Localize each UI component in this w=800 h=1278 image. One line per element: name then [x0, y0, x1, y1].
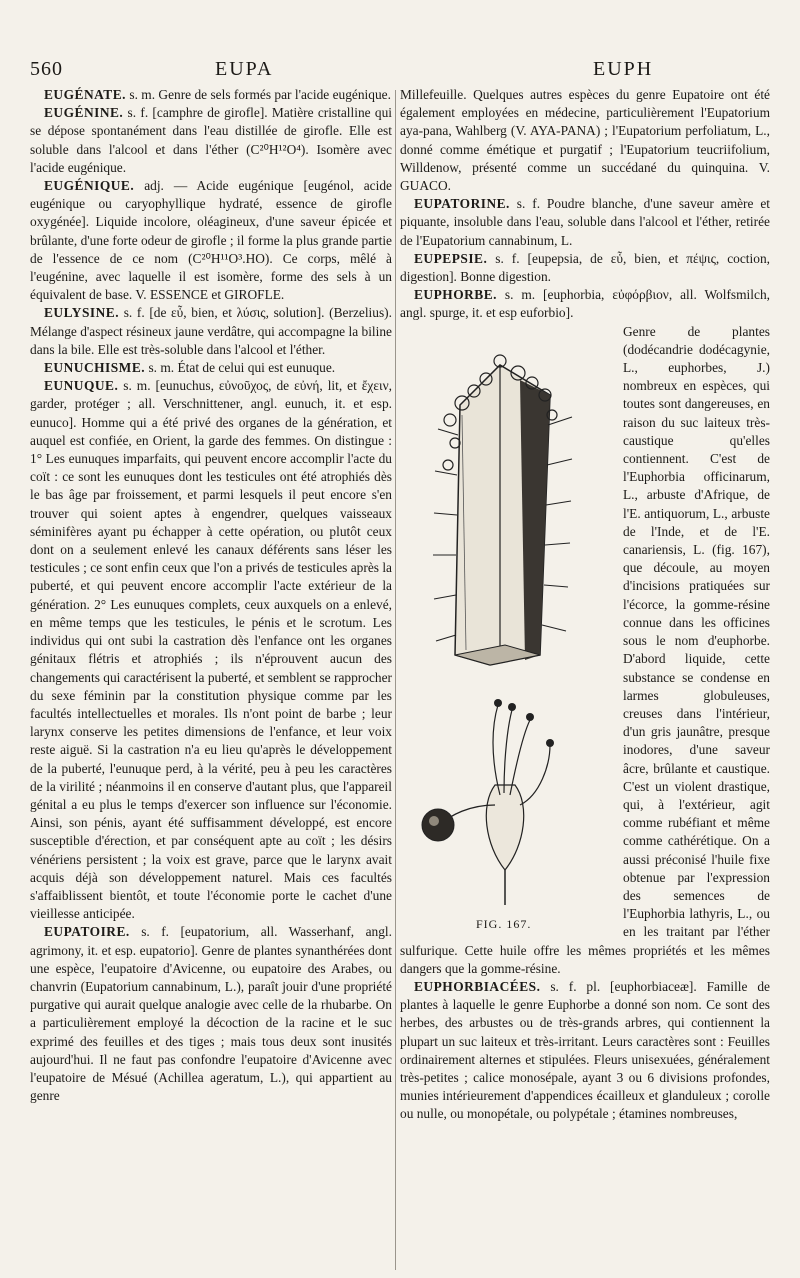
entry-text: s. m. [eunuchus, εὐνοῦχος, de εὐνή, lit, et ἔχειν, garder, protéger ; all. Verschnittener, angl. eunuch, it. et esp. eunuco]. Homme qui a été privé des organes de la génération, et auquel est confiée, en Orient, la garde des femmes. On distingue : 1° Les eunuques imparfaits, qui peuvent encore accomplir l'acte du coït : ce sont les eunuques dont les testicules ont été atrophiés dès le bas âge par froissement, et parmi lesquels il peut encore s'en trouver qui soient aptes à engendrer, quelques vaisseaux séminifères ayant pu échapper à cette opération, ou plutôt ceux dont on a seulement enlevé les canaux déférents sans léser les testicules ; ce sont enfin ceux que l'on a privés de testicules après la puberté, et qui peuvent encore accomplir l'acte extérieur de la génération. 2° Les eunuques complets, ceux auxquels on a enlevé, en même temps que les testicules, le pénis et le scrotum. Les individus qui ont subi la castration dès l'enfance ont les organes génitaux flétris et atrophiés ; ils n'éprouvent aucun des changements qui caractérisent la puberté, et semblent se rapprocher du sexe féminin par la constitution physique comme par les facultés intellectuelles et morales. Ils n'ont point de barbe ; leur larynx conserve les petites dimensions de l'enfance, et leur voix reste aiguë. Si la castration n'a eu lieu qu'après le développement de la puberté, l'eunuque perd, à la vérité, peu à peu les caractères de la virilité ; néanmoins il en conserve d'autant plus, que l'appareil génital a eu plus le temps d'exercer son influence sur l'économie. Ainsi, son pénis, ayant été suffisamment développé, est encore susceptible d'érection, et par conséquent apte au coït ; les désirs vénériens persistent ; la voix est grave, parce que le larynx avait acquis déjà son développement naturel. Mais ces facultés s'affaiblissent bientôt, et toute l'économie porte le cachet d'une vieillesse anticipée.	[30, 378, 392, 922]
entry-text: s. f. pl. [euphorbiaceæ]. Famille de plantes à laquelle le genre Euphorbe a donné son nom. Ce sont des herbes, des arbustes ou de très-grands arbres, qui contiennent la plupart un suc laiteux et très-irritant. Leurs caractères sont : Feuilles ordinairement alternes et stipulées. Fleurs unisexuées, généralement très-petites ; calice monosépale, ayant 3 ou 6 divisions profondes, munies intérieurement d'appendices écailleux et glanduleux ; corolle ou nulle, ou monopétale, ou polypétale ; étamines nombreuses,	[400, 978, 770, 1122]
entry-text: s. f. [eupatorium, all. Wasserhanf, angl. agrimony, it. et esp. eupatorio]. Genre de plantes synanthérées dont une espèce, l'eupatoire d'Avicenne, ou eupatoire des Arabes, ou chanvrin (Eupatorium cannabinum, L.), paraît jouir d'une propriété purgative qui aurait quelque analogie avec celle de la rhubarbe. On a particulièrement employé la décoction de la racine et le suc exprimé des feuilles et des tiges ; mais tous deux sont inusités aujourd'hui. Il ne faut pas confondre l'eupatoire d'Avicenne avec l'eupatoire de Mésué (Achillea ageratum, L.), qui appartient au genre	[30, 924, 392, 1104]
entry-eugenate	[30, 86, 392, 104]
headword: EUPHORBE.	[414, 287, 497, 303]
entry-eunuque	[30, 377, 392, 923]
entry-text: s. f. [camphre de girofle]. Matière cristalline qui se dépose spontanément dans l'eau distillée de girofle. Elle est soluble dans l'alcool et dans l'éther (C²⁰H¹²O⁴). Isomère avec l'acide eugénique.	[30, 105, 392, 175]
page-number: 560	[30, 58, 63, 80]
right-column	[400, 86, 770, 1271]
entry-text: s. f. [eupepsia, de εὖ, bien, et πέψις, coction, digestion]. Bonne digestion.	[400, 250, 770, 285]
entry-eunuchisme	[30, 359, 392, 377]
left-column	[30, 86, 392, 1271]
headword: EUNUCHISME.	[44, 360, 146, 376]
entry-euphorbiacees	[400, 978, 770, 1124]
running-header	[30, 56, 790, 86]
headword: EUNUQUE.	[44, 378, 119, 394]
headword: EUGÉNATE.	[44, 87, 127, 102]
column-divider	[395, 90, 396, 1270]
euphorbia-illustration	[400, 325, 615, 915]
entry-text: s. m. Genre de sels formés par l'acide eugénique.	[129, 87, 391, 102]
running-head-right: EUPH	[593, 58, 654, 80]
headword: EUPHORBIACÉES.	[414, 978, 541, 994]
euphorbia-stem-drawing	[433, 355, 572, 665]
euphorbe-body: Genre de plantes (dodécandrie dodécagynie, L., euphorbes, J.) nombreux en espèces, qui toutes sont dangereuses, en raison du suc laiteux très-caustique qu'elles contiennent. C'est de l'Euphorbia officinarum, L., arbuste d'Afrique, de l'E. antiquorum, L., arbuste de l'Inde, et de l'E. canariensis, L. (fig. 167), que découle, au moyen d'incisions pratiquées sur l'écorce, la gomme-résine connue dans les officines sous le nom d'euphorbe. D'abord liquide, cette substance se condense en larmes globuleuses, creuses dans l'intérieur, d'un gris jaunâtre, presque inodores, d'une saveur âcre, brûlante et caustique. C'est un violent drastique, qui, à l'extérieur, agit comme rubéfiant et même comme cathérétique. On a aussi préconisé l'huile fixe obtenue par l'expression des semences de l'Euphorbia lathyris, L., ou en les traitant par l'éther sulfurique. Cette huile offre les mêmes propriétés et les mêmes dangers que la gomme-résine.	[400, 323, 770, 976]
headword: EUPATORINE.	[414, 196, 510, 212]
headword: EUGÉNIQUE.	[44, 178, 135, 194]
entry-euphorbe	[400, 286, 770, 322]
continuation-text: Millefeuille. Quelques autres espèces du genre Eupatoire ont été également employées en médecine, particulièrement l'Eupatorium aya-pana, Wahlberg (V. AYA-PANA) ; l'Eupatorium perfoliatum, L., donné comme émétique et purgatif ; l'Eupatorium teucriifolium, Willdenow, présenté comme un succédané du quinquina. V. GUACO.	[400, 87, 770, 194]
entry-eugenine	[30, 104, 392, 177]
headword: EUPEPSIE.	[414, 250, 488, 266]
figure-caption: FIG. 167.	[476, 916, 532, 931]
entry-eulysine	[30, 304, 392, 359]
headword: EUGÉNINE.	[44, 105, 124, 121]
running-head-left: EUPA	[215, 58, 274, 80]
entry-text: s. f. [de εὖ, bien, et λύσις, solution]. (Berzelius). Mélange d'aspect résineux jaune verdâtre, qui accompagne la biline dans la bile. Elle est très-soluble dans l'alcool et l'éther.	[30, 305, 392, 357]
entry-etymology: s. m. [euphorbia, εὐφόρβιον, all. Wolfsmilch, angl. spurge, it. et esp euforbio].	[400, 287, 770, 321]
entry-text: s. m. État de celui qui est eunuque.	[148, 360, 336, 376]
entry-eupatorine	[400, 195, 770, 250]
headword: EUPATOIRE.	[44, 924, 130, 940]
entry-eugenique	[30, 177, 392, 304]
figure-167	[400, 325, 615, 935]
euphorbia-flower-drawing	[422, 699, 554, 905]
entry-eupepsie	[400, 250, 770, 286]
entry-eupatoire	[30, 923, 392, 1105]
entry-text: s. f. Poudre blanche, d'une saveur amère et piquante, insoluble dans l'eau, soluble dans l'alcool et l'éther, retirée de l'Eupatorium cannabinum, L.	[400, 196, 770, 248]
entry-text: adj. — Acide eugénique [eugénol, acide eugénique ou caryophyllique hydraté, essence de girofle oxygénée]. Liquide incolore, oléagineux, d'une saveur épicée et brûlante, d'une forte odeur de girofle ; il forme la plus grande partie de l'essence de ce nom (C²⁰H¹¹O³.HO). Ce corps, mêlé à l'eugénine, avec laquelle il est isomère, forme des sels à un équivalent de base. V. ESSENCE et GIROFLE.	[30, 178, 392, 303]
headword: EULYSINE.	[44, 305, 120, 321]
